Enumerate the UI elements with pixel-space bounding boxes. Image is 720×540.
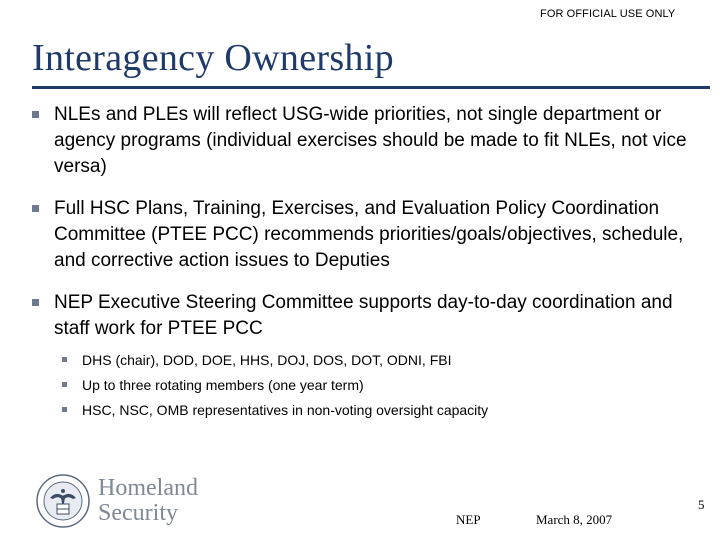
bullet-item bbox=[32, 290, 712, 342]
dhs-seal-icon bbox=[36, 474, 90, 528]
bullet-item bbox=[32, 102, 712, 180]
sub-bullet-item bbox=[32, 350, 712, 371]
footer-date: March 8, 2007 bbox=[536, 512, 613, 527]
bullet-list bbox=[32, 102, 712, 425]
logo-line-2: Security bbox=[98, 500, 178, 526]
sub-bullet-list bbox=[32, 350, 712, 421]
logo-wordmark bbox=[98, 476, 198, 526]
homeland-security-logo bbox=[36, 474, 236, 534]
sub-bullet-text: DHS (chair), DOD, DOE, HHS, DOJ, DOS, DOT, ODNI, FBI bbox=[82, 352, 452, 368]
sub-bullet-text: Up to three rotating members (one year term) bbox=[82, 377, 364, 393]
square-bullet-icon bbox=[62, 407, 67, 412]
footer-program: NEP bbox=[456, 512, 481, 527]
square-bullet-icon bbox=[62, 357, 67, 362]
square-bullet-icon bbox=[62, 382, 67, 387]
sub-bullet-text: HSC, NSC, OMB representatives in non-voting oversight capacity bbox=[82, 402, 489, 418]
square-bullet-icon bbox=[32, 205, 39, 212]
bullet-item bbox=[32, 196, 712, 274]
slide-title: Interagency Ownership bbox=[32, 37, 394, 79]
sub-bullet-item bbox=[32, 375, 712, 396]
classification-label: FOR OFFICIAL USE ONLY bbox=[540, 8, 676, 20]
bullet-text: NLEs and PLEs will reflect USG-wide priorities, not single department or agency programs (individual exercises should be made to fit NLEs, not vice versa) bbox=[54, 104, 687, 177]
bullet-text: Full HSC Plans, Training, Exercises, and Evaluation Policy Coordination Committee (PTEE PCC) recommends priorities/goals/objectives, schedule, and corrective action issues to Deputies bbox=[54, 198, 684, 271]
title-divider bbox=[32, 86, 710, 89]
square-bullet-icon bbox=[32, 111, 39, 118]
square-bullet-icon bbox=[32, 299, 39, 306]
page-number: 5 bbox=[698, 497, 705, 512]
sub-bullet-item bbox=[32, 400, 712, 421]
bullet-text: NEP Executive Steering Committee supports day-to-day coordination and staff work for PTEE PCC bbox=[54, 292, 673, 339]
logo-line-1: Homeland bbox=[98, 475, 198, 501]
